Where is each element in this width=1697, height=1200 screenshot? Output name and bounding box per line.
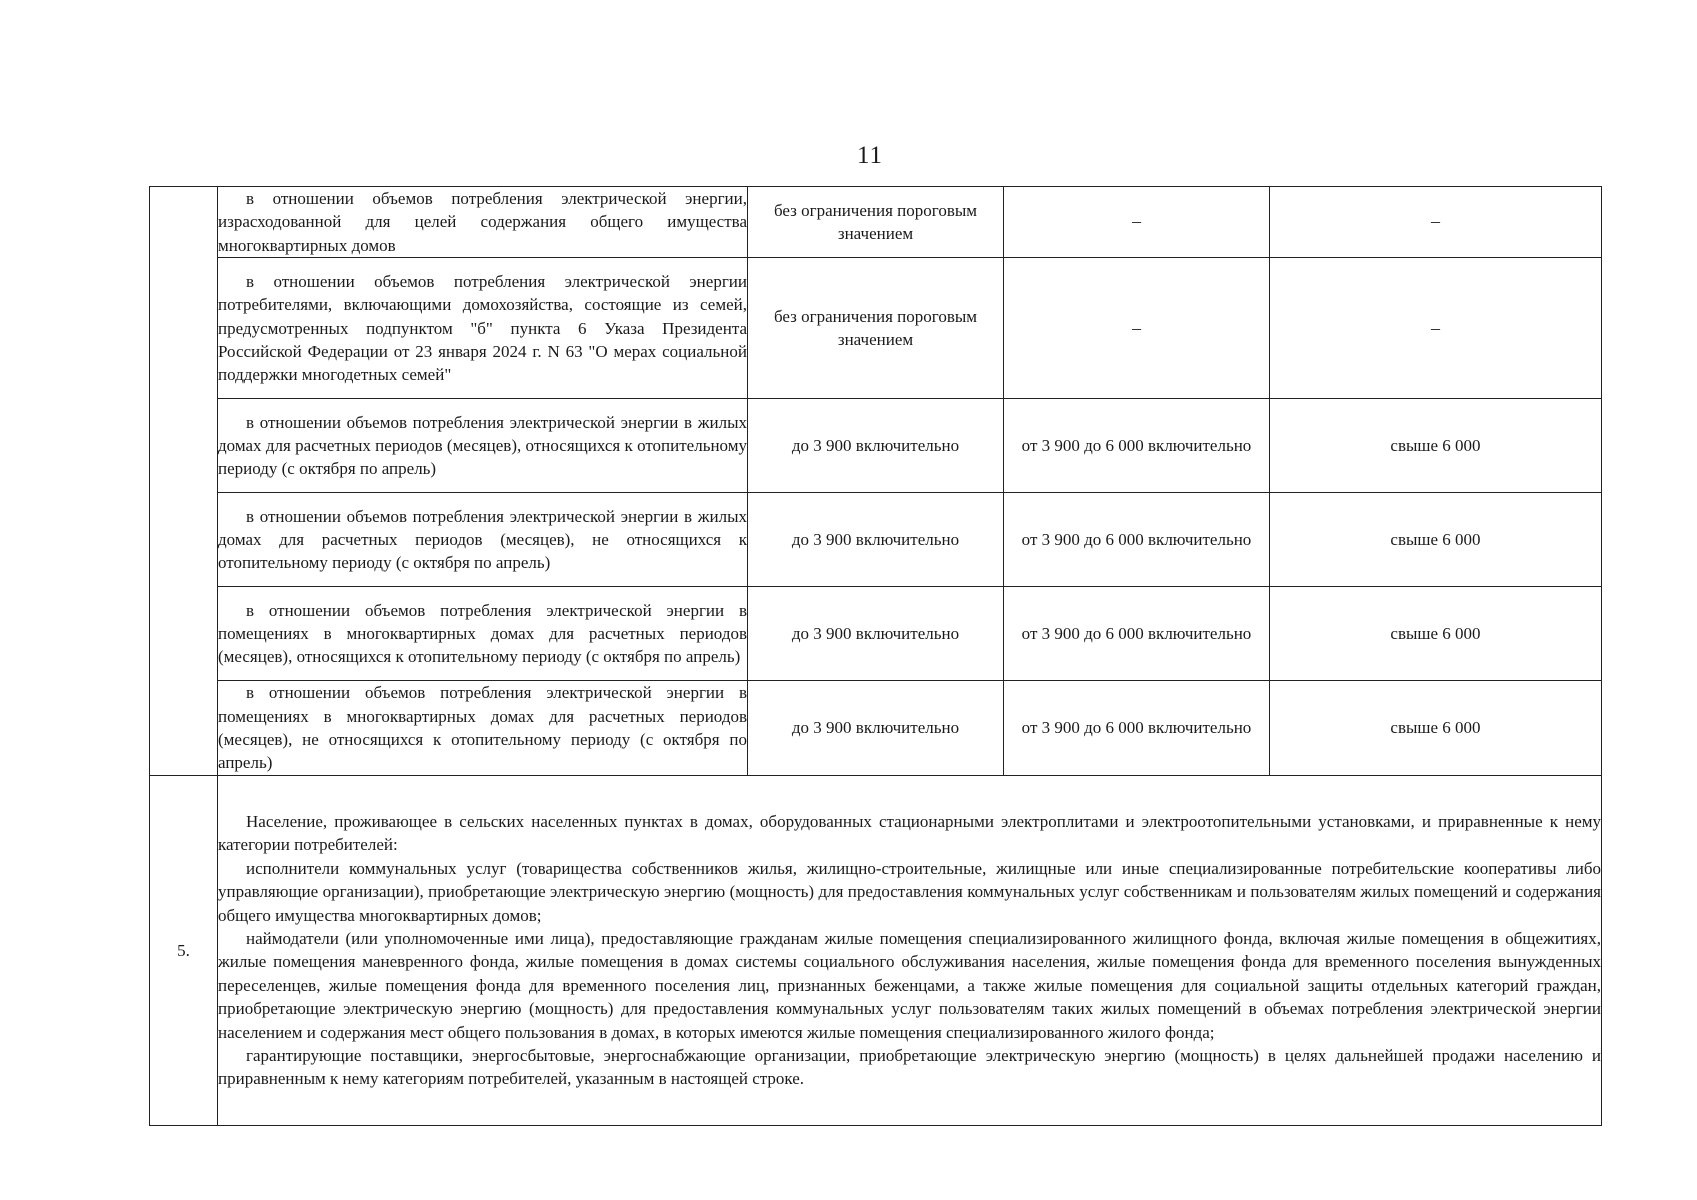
threshold-3-cell: – (1270, 187, 1602, 258)
description-cell: в отношении объемов потребления электрической энергии в жилых домах для расчетных периодов (месяцев), не относящихся к отопительному периоду (с октября по апрель) (218, 493, 748, 587)
description-cell: в отношении объемов потребления электрической энергии потребителями, включающими домохозяйства, состоящие из семей, предусмотренных подпунктом "б" пункта 6 Указа Президента Российской Федерации от 23 января 2024 г. N 63 "О мерах социальной поддержки многодетных семей" (218, 258, 748, 399)
tariff-table (149, 186, 1602, 1126)
table-row (150, 681, 1602, 776)
threshold-3-cell: свыше 6 000 (1270, 399, 1602, 493)
section-5-paragraph: наймодатели (или уполномоченные ими лица), предоставляющие гражданам жилые помещения специализированного жилищного фонда, включая жилые помещения в общежитиях, жилые помещения маневренного фонда, жилые помещения в домах системы социального обслуживания населения, жилые помещения фонда для временного поселения вынужденных переселенцев, жилые помещения фонда для временного поселения лиц, признанных беженцами, а также жилые помещения для социальной защиты отдельных категорий граждан, приобретающие электрическую энергию (мощность) для предоставления коммунальных услуг пользователям таких жилых помещений в объемах потребления электрической энергии населением и содержания мест общего пользования в домах, в которых имеются жилые помещения специализированного жилого фонда; (218, 928, 1601, 1042)
threshold-1-cell: до 3 900 включительно (748, 493, 1004, 587)
description-cell: в отношении объемов потребления электрической энергии в помещениях в многоквартирных домах для расчетных периодов (месяцев), не относящихся к отопительному периоду (с октября по апрель) (218, 681, 748, 776)
table-row (150, 258, 1602, 399)
section-5-paragraph: Население, проживающее в сельских населенных пунктах в домах, оборудованных стационарными электроплитами и электроотопительными установками, и приравненные к нему категории потребителей: (218, 811, 1601, 855)
table-row (150, 187, 1602, 258)
threshold-2-cell: – (1004, 187, 1270, 258)
description-cell: в отношении объемов потребления электрической энергии в помещениях в многоквартирных домах для расчетных периодов (месяцев), относящихся к отопительному периоду (с октября по апрель) (218, 587, 748, 681)
description-cell: в отношении объемов потребления электрической энергии в жилых домах для расчетных периодов (месяцев), относящихся к отопительному периоду (с октября по апрель) (218, 399, 748, 493)
threshold-2-cell: от 3 900 до 6 000 включительно (1004, 493, 1270, 587)
section-5-text-cell (218, 775, 1602, 1125)
section-5-paragraph: исполнители коммунальных услуг (товарищества собственников жилья, жилищно-строительные, жилищные или иные специализированные потребительские кооперативы либо управляющие организации), приобретающие электрическую энергию (мощность) для предоставления коммунальных услуг собственникам и пользователям жилых помещений и содержания общего имущества многоквартирных домов; (218, 858, 1601, 925)
threshold-1-cell: до 3 900 включительно (748, 681, 1004, 776)
threshold-3-cell: свыше 6 000 (1270, 681, 1602, 776)
section-5-paragraph: гарантирующие поставщики, энергосбытовые, энергоснабжающие организации, приобретающие электрическую энергию (мощность) в целях дальнейшей продажи населению и приравненным к нему категориям потребителей, указанным в настоящей строке. (218, 1045, 1601, 1089)
table-row (150, 587, 1602, 681)
threshold-3-cell: – (1270, 258, 1602, 399)
threshold-1-cell: без ограничения пороговым значением (748, 187, 1004, 258)
table-row (150, 493, 1602, 587)
table-row (150, 399, 1602, 493)
threshold-1-cell: без ограничения пороговым значением (748, 258, 1004, 399)
threshold-2-cell: – (1004, 258, 1270, 399)
threshold-1-cell: до 3 900 включительно (748, 587, 1004, 681)
description-cell: в отношении объемов потребления электрической энергии, израсходованной для целей содержания общего имущества многоквартирных домов (218, 187, 748, 258)
threshold-2-cell: от 3 900 до 6 000 включительно (1004, 399, 1270, 493)
threshold-2-cell: от 3 900 до 6 000 включительно (1004, 587, 1270, 681)
table-row-section-5 (150, 775, 1602, 1125)
row-number-cell (150, 187, 218, 776)
threshold-3-cell: свыше 6 000 (1270, 587, 1602, 681)
threshold-3-cell: свыше 6 000 (1270, 493, 1602, 587)
page-number: 11 (856, 142, 884, 169)
threshold-1-cell: до 3 900 включительно (748, 399, 1004, 493)
threshold-2-cell: от 3 900 до 6 000 включительно (1004, 681, 1270, 776)
row-number-cell: 5. (150, 775, 218, 1125)
